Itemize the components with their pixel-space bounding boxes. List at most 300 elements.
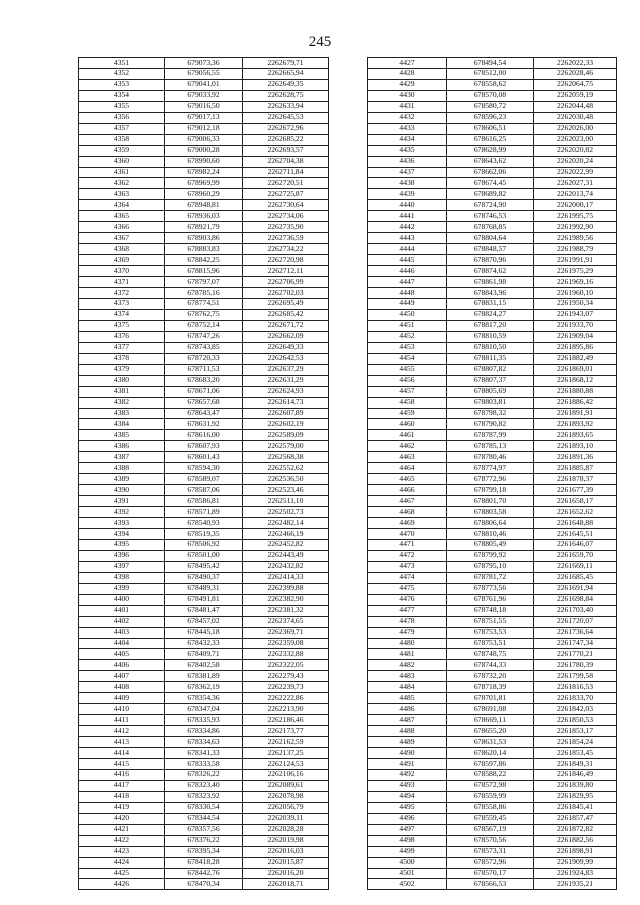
point-number-cell: 4481 (368, 649, 447, 660)
y-coordinate-cell: 2261658,17 (534, 496, 617, 507)
x-coordinate-cell: 678732,20 (447, 671, 534, 682)
point-number-cell: 4457 (368, 386, 447, 397)
x-coordinate-cell: 678874,62 (447, 266, 534, 277)
point-number-cell: 4455 (368, 364, 447, 375)
table-row (79, 846, 329, 857)
point-number-cell: 4424 (79, 857, 165, 868)
point-number-cell: 4412 (79, 726, 165, 737)
x-coordinate-cell: 678724,90 (447, 200, 534, 211)
y-coordinate-cell: 2261845,41 (534, 802, 617, 813)
table-row (368, 638, 617, 649)
table-row (368, 463, 617, 474)
x-coordinate-cell: 678540,93 (165, 518, 243, 529)
table-row (368, 90, 617, 101)
y-coordinate-cell: 2262019,98 (243, 835, 329, 846)
table-row (368, 375, 617, 386)
point-number-cell: 4384 (79, 419, 165, 430)
y-coordinate-cell: 2262662,09 (243, 331, 329, 342)
coordinate-table-left (78, 57, 329, 890)
x-coordinate-cell: 678631,53 (447, 737, 534, 748)
point-number-cell: 4418 (79, 791, 165, 802)
point-number-cell: 4393 (79, 518, 165, 529)
point-number-cell: 4420 (79, 813, 165, 824)
point-number-cell: 4353 (79, 79, 165, 90)
x-coordinate-cell: 678689,82 (447, 189, 534, 200)
table-row (368, 430, 617, 441)
y-coordinate-cell: 2261975,29 (534, 266, 617, 277)
page-number: 245 (308, 34, 332, 50)
point-number-cell: 4488 (368, 726, 447, 737)
y-coordinate-cell: 2262028,46 (534, 68, 617, 79)
y-coordinate-cell: 2261685,45 (534, 572, 617, 583)
point-number-cell: 4490 (368, 748, 447, 759)
y-coordinate-cell: 2261648,88 (534, 518, 617, 529)
y-coordinate-cell: 2262022,33 (534, 58, 617, 69)
x-coordinate-cell: 678807,37 (447, 375, 534, 386)
y-coordinate-cell: 2261950,34 (534, 298, 617, 309)
table-row (79, 813, 329, 824)
y-coordinate-cell: 2262645,53 (243, 112, 329, 123)
y-coordinate-cell: 2261833,70 (534, 693, 617, 704)
table-row (79, 222, 329, 233)
x-coordinate-cell: 678620,14 (447, 748, 534, 759)
point-number-cell: 4426 (79, 879, 165, 890)
x-coordinate-cell: 678799,92 (447, 550, 534, 561)
point-number-cell: 4411 (79, 715, 165, 726)
x-coordinate-cell: 678797,07 (165, 277, 243, 288)
table-row (79, 211, 329, 222)
x-coordinate-cell: 678787,99 (447, 430, 534, 441)
x-coordinate-cell: 678831,15 (447, 298, 534, 309)
y-coordinate-cell: 2261869,01 (534, 364, 617, 375)
y-coordinate-cell: 2262239,73 (243, 682, 329, 693)
table-row (368, 693, 617, 704)
table-row (368, 715, 617, 726)
x-coordinate-cell: 678344,54 (165, 813, 243, 824)
y-coordinate-cell: 2262679,71 (243, 58, 329, 69)
table-row (79, 244, 329, 255)
y-coordinate-cell: 2262222,86 (243, 693, 329, 704)
x-coordinate-cell: 678643,62 (447, 156, 534, 167)
point-number-cell: 4399 (79, 583, 165, 594)
table-row (368, 605, 617, 616)
x-coordinate-cell: 678333,58 (165, 759, 243, 770)
x-coordinate-cell: 678566,53 (447, 879, 534, 890)
point-number-cell: 4479 (368, 627, 447, 638)
y-coordinate-cell: 2262414,33 (243, 572, 329, 583)
point-number-cell: 4382 (79, 397, 165, 408)
table-row (79, 572, 329, 583)
point-number-cell: 4461 (368, 430, 447, 441)
y-coordinate-cell: 2262628,75 (243, 90, 329, 101)
table-row (368, 671, 617, 682)
point-number-cell: 4375 (79, 320, 165, 331)
y-coordinate-cell: 2262725,87 (243, 189, 329, 200)
y-coordinate-cell: 2262536,50 (243, 474, 329, 485)
point-number-cell: 4448 (368, 288, 447, 299)
y-coordinate-cell: 2261933,70 (534, 320, 617, 331)
x-coordinate-cell: 678662,06 (447, 167, 534, 178)
x-coordinate-cell: 678323,40 (165, 780, 243, 791)
table-row (79, 605, 329, 616)
x-coordinate-cell: 678753,51 (447, 638, 534, 649)
table-row (368, 583, 617, 594)
point-number-cell: 4422 (79, 835, 165, 846)
x-coordinate-cell: 678506,92 (165, 539, 243, 550)
table-row (79, 528, 329, 539)
point-number-cell: 4434 (368, 134, 447, 145)
point-number-cell: 4459 (368, 408, 447, 419)
y-coordinate-cell: 2262039,11 (243, 813, 329, 824)
point-number-cell: 4430 (368, 90, 447, 101)
point-number-cell: 4465 (368, 474, 447, 485)
x-coordinate-cell: 678606,51 (447, 123, 534, 134)
y-coordinate-cell: 2261857,47 (534, 813, 617, 824)
x-coordinate-cell: 678512,00 (447, 68, 534, 79)
y-coordinate-cell: 2262720,51 (243, 178, 329, 189)
y-coordinate-cell: 2261829,95 (534, 791, 617, 802)
y-coordinate-cell: 2262702,03 (243, 288, 329, 299)
table-row (368, 298, 617, 309)
point-number-cell: 4458 (368, 397, 447, 408)
table-row (79, 255, 329, 266)
x-coordinate-cell: 678781,72 (447, 572, 534, 583)
x-coordinate-cell: 678780,46 (447, 452, 534, 463)
y-coordinate-cell: 2262044,48 (534, 101, 617, 112)
table-row (79, 759, 329, 770)
table-row (79, 331, 329, 342)
y-coordinate-cell: 2262642,53 (243, 353, 329, 364)
point-number-cell: 4441 (368, 211, 447, 222)
x-coordinate-cell: 678587,06 (165, 485, 243, 496)
point-number-cell: 4439 (368, 189, 447, 200)
y-coordinate-cell: 2261770,21 (534, 649, 617, 660)
table-row (79, 112, 329, 123)
x-coordinate-cell: 678753,53 (447, 627, 534, 638)
table-row (79, 397, 329, 408)
point-number-cell: 4381 (79, 386, 165, 397)
coordinate-table-right-body (368, 58, 617, 890)
table-row (79, 802, 329, 813)
y-coordinate-cell: 2261720,07 (534, 616, 617, 627)
point-number-cell: 4468 (368, 507, 447, 518)
y-coordinate-cell: 2261988,79 (534, 244, 617, 255)
x-coordinate-cell: 678774,97 (447, 463, 534, 474)
point-number-cell: 4419 (79, 802, 165, 813)
x-coordinate-cell: 678982,24 (165, 167, 243, 178)
point-number-cell: 4499 (368, 846, 447, 857)
table-row (368, 178, 617, 189)
x-coordinate-cell: 678445,18 (165, 627, 243, 638)
y-coordinate-cell: 2262124,53 (243, 759, 329, 770)
point-number-cell: 4498 (368, 835, 447, 846)
table-row (368, 594, 617, 605)
x-coordinate-cell: 678701,81 (447, 693, 534, 704)
y-coordinate-cell: 2262186,46 (243, 715, 329, 726)
table-row (79, 660, 329, 671)
x-coordinate-cell: 678969,99 (165, 178, 243, 189)
x-coordinate-cell: 678843,96 (447, 288, 534, 299)
point-number-cell: 4474 (368, 572, 447, 583)
point-number-cell: 4416 (79, 769, 165, 780)
point-number-cell: 4387 (79, 452, 165, 463)
point-number-cell: 4378 (79, 353, 165, 364)
x-coordinate-cell: 678559,45 (447, 813, 534, 824)
table-row (368, 79, 617, 90)
point-number-cell: 4484 (368, 682, 447, 693)
y-coordinate-cell: 2262649,33 (243, 342, 329, 353)
point-number-cell: 4385 (79, 430, 165, 441)
x-coordinate-cell: 678381,89 (165, 671, 243, 682)
x-coordinate-cell: 678409,71 (165, 649, 243, 660)
x-coordinate-cell: 678751,55 (447, 616, 534, 627)
y-coordinate-cell: 2261943,07 (534, 309, 617, 320)
x-coordinate-cell: 678817,20 (447, 320, 534, 331)
table-row (368, 408, 617, 419)
y-coordinate-cell: 2261878,37 (534, 474, 617, 485)
x-coordinate-cell: 678748,75 (447, 649, 534, 660)
point-number-cell: 4403 (79, 627, 165, 638)
table-row (368, 572, 617, 583)
point-number-cell: 4502 (368, 879, 447, 890)
point-number-cell: 4495 (368, 802, 447, 813)
point-number-cell: 4475 (368, 583, 447, 594)
point-number-cell: 4421 (79, 824, 165, 835)
x-coordinate-cell: 678335,93 (165, 715, 243, 726)
table-row (79, 496, 329, 507)
y-coordinate-cell: 2261960,10 (534, 288, 617, 299)
x-coordinate-cell: 678804,64 (447, 233, 534, 244)
table-row (79, 266, 329, 277)
table-row (79, 430, 329, 441)
table-row (368, 112, 617, 123)
point-number-cell: 4445 (368, 255, 447, 266)
point-number-cell: 4400 (79, 594, 165, 605)
point-number-cell: 4383 (79, 408, 165, 419)
y-coordinate-cell: 2262693,57 (243, 145, 329, 156)
point-number-cell: 4449 (368, 298, 447, 309)
table-row (368, 813, 617, 824)
y-coordinate-cell: 2262589,09 (243, 430, 329, 441)
table-row (368, 101, 617, 112)
y-coordinate-cell: 2261924,83 (534, 868, 617, 879)
table-row (368, 419, 617, 430)
table-row (79, 780, 329, 791)
table-row (368, 879, 617, 890)
y-coordinate-cell: 2261935,21 (534, 879, 617, 890)
table-row (79, 134, 329, 145)
table-row (79, 485, 329, 496)
table-row (368, 277, 617, 288)
x-coordinate-cell: 679033,92 (165, 90, 243, 101)
y-coordinate-cell: 2261645,51 (534, 528, 617, 539)
table-row (79, 616, 329, 627)
point-number-cell: 4501 (368, 868, 447, 879)
table-row (368, 518, 617, 529)
y-coordinate-cell: 2262016,20 (243, 868, 329, 879)
y-coordinate-cell: 2261842,03 (534, 704, 617, 715)
x-coordinate-cell: 678683,20 (165, 375, 243, 386)
point-number-cell: 4405 (79, 649, 165, 660)
table-row (368, 704, 617, 715)
table-row (368, 780, 617, 791)
x-coordinate-cell: 678761,96 (447, 594, 534, 605)
x-coordinate-cell: 678810,59 (447, 331, 534, 342)
y-coordinate-cell: 2262064,75 (534, 79, 617, 90)
table-row (79, 715, 329, 726)
y-coordinate-cell: 2261882,56 (534, 835, 617, 846)
x-coordinate-cell: 678326,22 (165, 769, 243, 780)
point-number-cell: 4355 (79, 101, 165, 112)
y-coordinate-cell: 2262018,71 (243, 879, 329, 890)
table-row (79, 277, 329, 288)
point-number-cell: 4358 (79, 134, 165, 145)
point-number-cell: 4425 (79, 868, 165, 879)
point-number-cell: 4470 (368, 528, 447, 539)
point-number-cell: 4435 (368, 145, 447, 156)
x-coordinate-cell: 678589,07 (165, 474, 243, 485)
x-coordinate-cell: 678580,72 (447, 101, 534, 112)
table-row (79, 518, 329, 529)
x-coordinate-cell: 678805,49 (447, 539, 534, 550)
x-coordinate-cell: 678631,92 (165, 419, 243, 430)
y-coordinate-cell: 2262374,65 (243, 616, 329, 627)
x-coordinate-cell: 678601,43 (165, 452, 243, 463)
point-number-cell: 4374 (79, 309, 165, 320)
table-row (79, 835, 329, 846)
table-row (79, 649, 329, 660)
x-coordinate-cell: 678806,64 (447, 518, 534, 529)
table-row (79, 288, 329, 299)
x-coordinate-cell: 678571,89 (165, 507, 243, 518)
x-coordinate-cell: 679017,13 (165, 112, 243, 123)
y-coordinate-cell: 2261893,10 (534, 441, 617, 452)
x-coordinate-cell: 678334,86 (165, 726, 243, 737)
point-number-cell: 4493 (368, 780, 447, 791)
y-coordinate-cell: 2262466,19 (243, 528, 329, 539)
table-row (368, 791, 617, 802)
x-coordinate-cell: 678805,69 (447, 386, 534, 397)
point-number-cell: 4446 (368, 266, 447, 277)
x-coordinate-cell: 679073,36 (165, 58, 243, 69)
point-number-cell: 4427 (368, 58, 447, 69)
table-row (368, 200, 617, 211)
point-number-cell: 4379 (79, 364, 165, 375)
x-coordinate-cell: 678990,60 (165, 156, 243, 167)
point-number-cell: 4370 (79, 266, 165, 277)
x-coordinate-cell: 678323,92 (165, 791, 243, 802)
table-row (368, 649, 617, 660)
x-coordinate-cell: 678402,58 (165, 660, 243, 671)
table-row (368, 309, 617, 320)
x-coordinate-cell: 678362,19 (165, 682, 243, 693)
table-row (368, 835, 617, 846)
point-number-cell: 4394 (79, 528, 165, 539)
x-coordinate-cell: 678643,47 (165, 408, 243, 419)
y-coordinate-cell: 2261854,24 (534, 737, 617, 748)
x-coordinate-cell: 678457,02 (165, 616, 243, 627)
y-coordinate-cell: 2262633,94 (243, 101, 329, 112)
y-coordinate-cell: 2261891,91 (534, 408, 617, 419)
y-coordinate-cell: 2261882,49 (534, 353, 617, 364)
point-number-cell: 4356 (79, 112, 165, 123)
point-number-cell: 4376 (79, 331, 165, 342)
coordinate-table-left-body (79, 58, 329, 890)
y-coordinate-cell: 2262685,22 (243, 134, 329, 145)
y-coordinate-cell: 2262695,49 (243, 298, 329, 309)
y-coordinate-cell: 2262137,25 (243, 748, 329, 759)
x-coordinate-cell: 678418,28 (165, 857, 243, 868)
y-coordinate-cell: 2262711,84 (243, 167, 329, 178)
y-coordinate-cell: 2262672,96 (243, 123, 329, 134)
table-row (368, 748, 617, 759)
table-row (368, 802, 617, 813)
point-number-cell: 4413 (79, 737, 165, 748)
y-coordinate-cell: 2262602,19 (243, 419, 329, 430)
y-coordinate-cell: 2261652,62 (534, 507, 617, 518)
point-number-cell: 4407 (79, 671, 165, 682)
x-coordinate-cell: 678354,36 (165, 693, 243, 704)
x-coordinate-cell: 678607,93 (165, 441, 243, 452)
x-coordinate-cell: 678330,54 (165, 802, 243, 813)
point-number-cell: 4367 (79, 233, 165, 244)
table-row (79, 145, 329, 156)
y-coordinate-cell: 2261909,04 (534, 331, 617, 342)
point-number-cell: 4397 (79, 561, 165, 572)
y-coordinate-cell: 2261703,40 (534, 605, 617, 616)
point-number-cell: 4415 (79, 759, 165, 770)
point-number-cell: 4352 (79, 68, 165, 79)
point-number-cell: 4389 (79, 474, 165, 485)
table-row (79, 101, 329, 112)
table-row (79, 309, 329, 320)
table-row (79, 441, 329, 452)
x-coordinate-cell: 678807,82 (447, 364, 534, 375)
point-number-cell: 4450 (368, 309, 447, 320)
x-coordinate-cell: 678810,50 (447, 342, 534, 353)
x-coordinate-cell: 678883,83 (165, 244, 243, 255)
y-coordinate-cell: 2261677,39 (534, 485, 617, 496)
point-number-cell: 4466 (368, 485, 447, 496)
table-row (368, 857, 617, 868)
table-row (368, 660, 617, 671)
x-coordinate-cell: 678824,27 (447, 309, 534, 320)
y-coordinate-cell: 2262028,28 (243, 824, 329, 835)
table-row (79, 693, 329, 704)
x-coordinate-cell: 678790,82 (447, 419, 534, 430)
point-number-cell: 4396 (79, 550, 165, 561)
x-coordinate-cell: 679016,50 (165, 101, 243, 112)
x-coordinate-cell: 678470,34 (165, 879, 243, 890)
point-number-cell: 4362 (79, 178, 165, 189)
table-row (79, 68, 329, 79)
point-number-cell: 4432 (368, 112, 447, 123)
y-coordinate-cell: 2262162,59 (243, 737, 329, 748)
y-coordinate-cell: 2262027,31 (534, 178, 617, 189)
x-coordinate-cell: 678842,25 (165, 255, 243, 266)
table-row (79, 791, 329, 802)
x-coordinate-cell: 678768,85 (447, 222, 534, 233)
y-coordinate-cell: 2261846,49 (534, 769, 617, 780)
table-row (79, 704, 329, 715)
table-row (368, 189, 617, 200)
table-row (79, 452, 329, 463)
x-coordinate-cell: 678596,23 (447, 112, 534, 123)
table-row (368, 550, 617, 561)
point-number-cell: 4486 (368, 704, 447, 715)
table-row (79, 726, 329, 737)
table-row (368, 846, 617, 857)
